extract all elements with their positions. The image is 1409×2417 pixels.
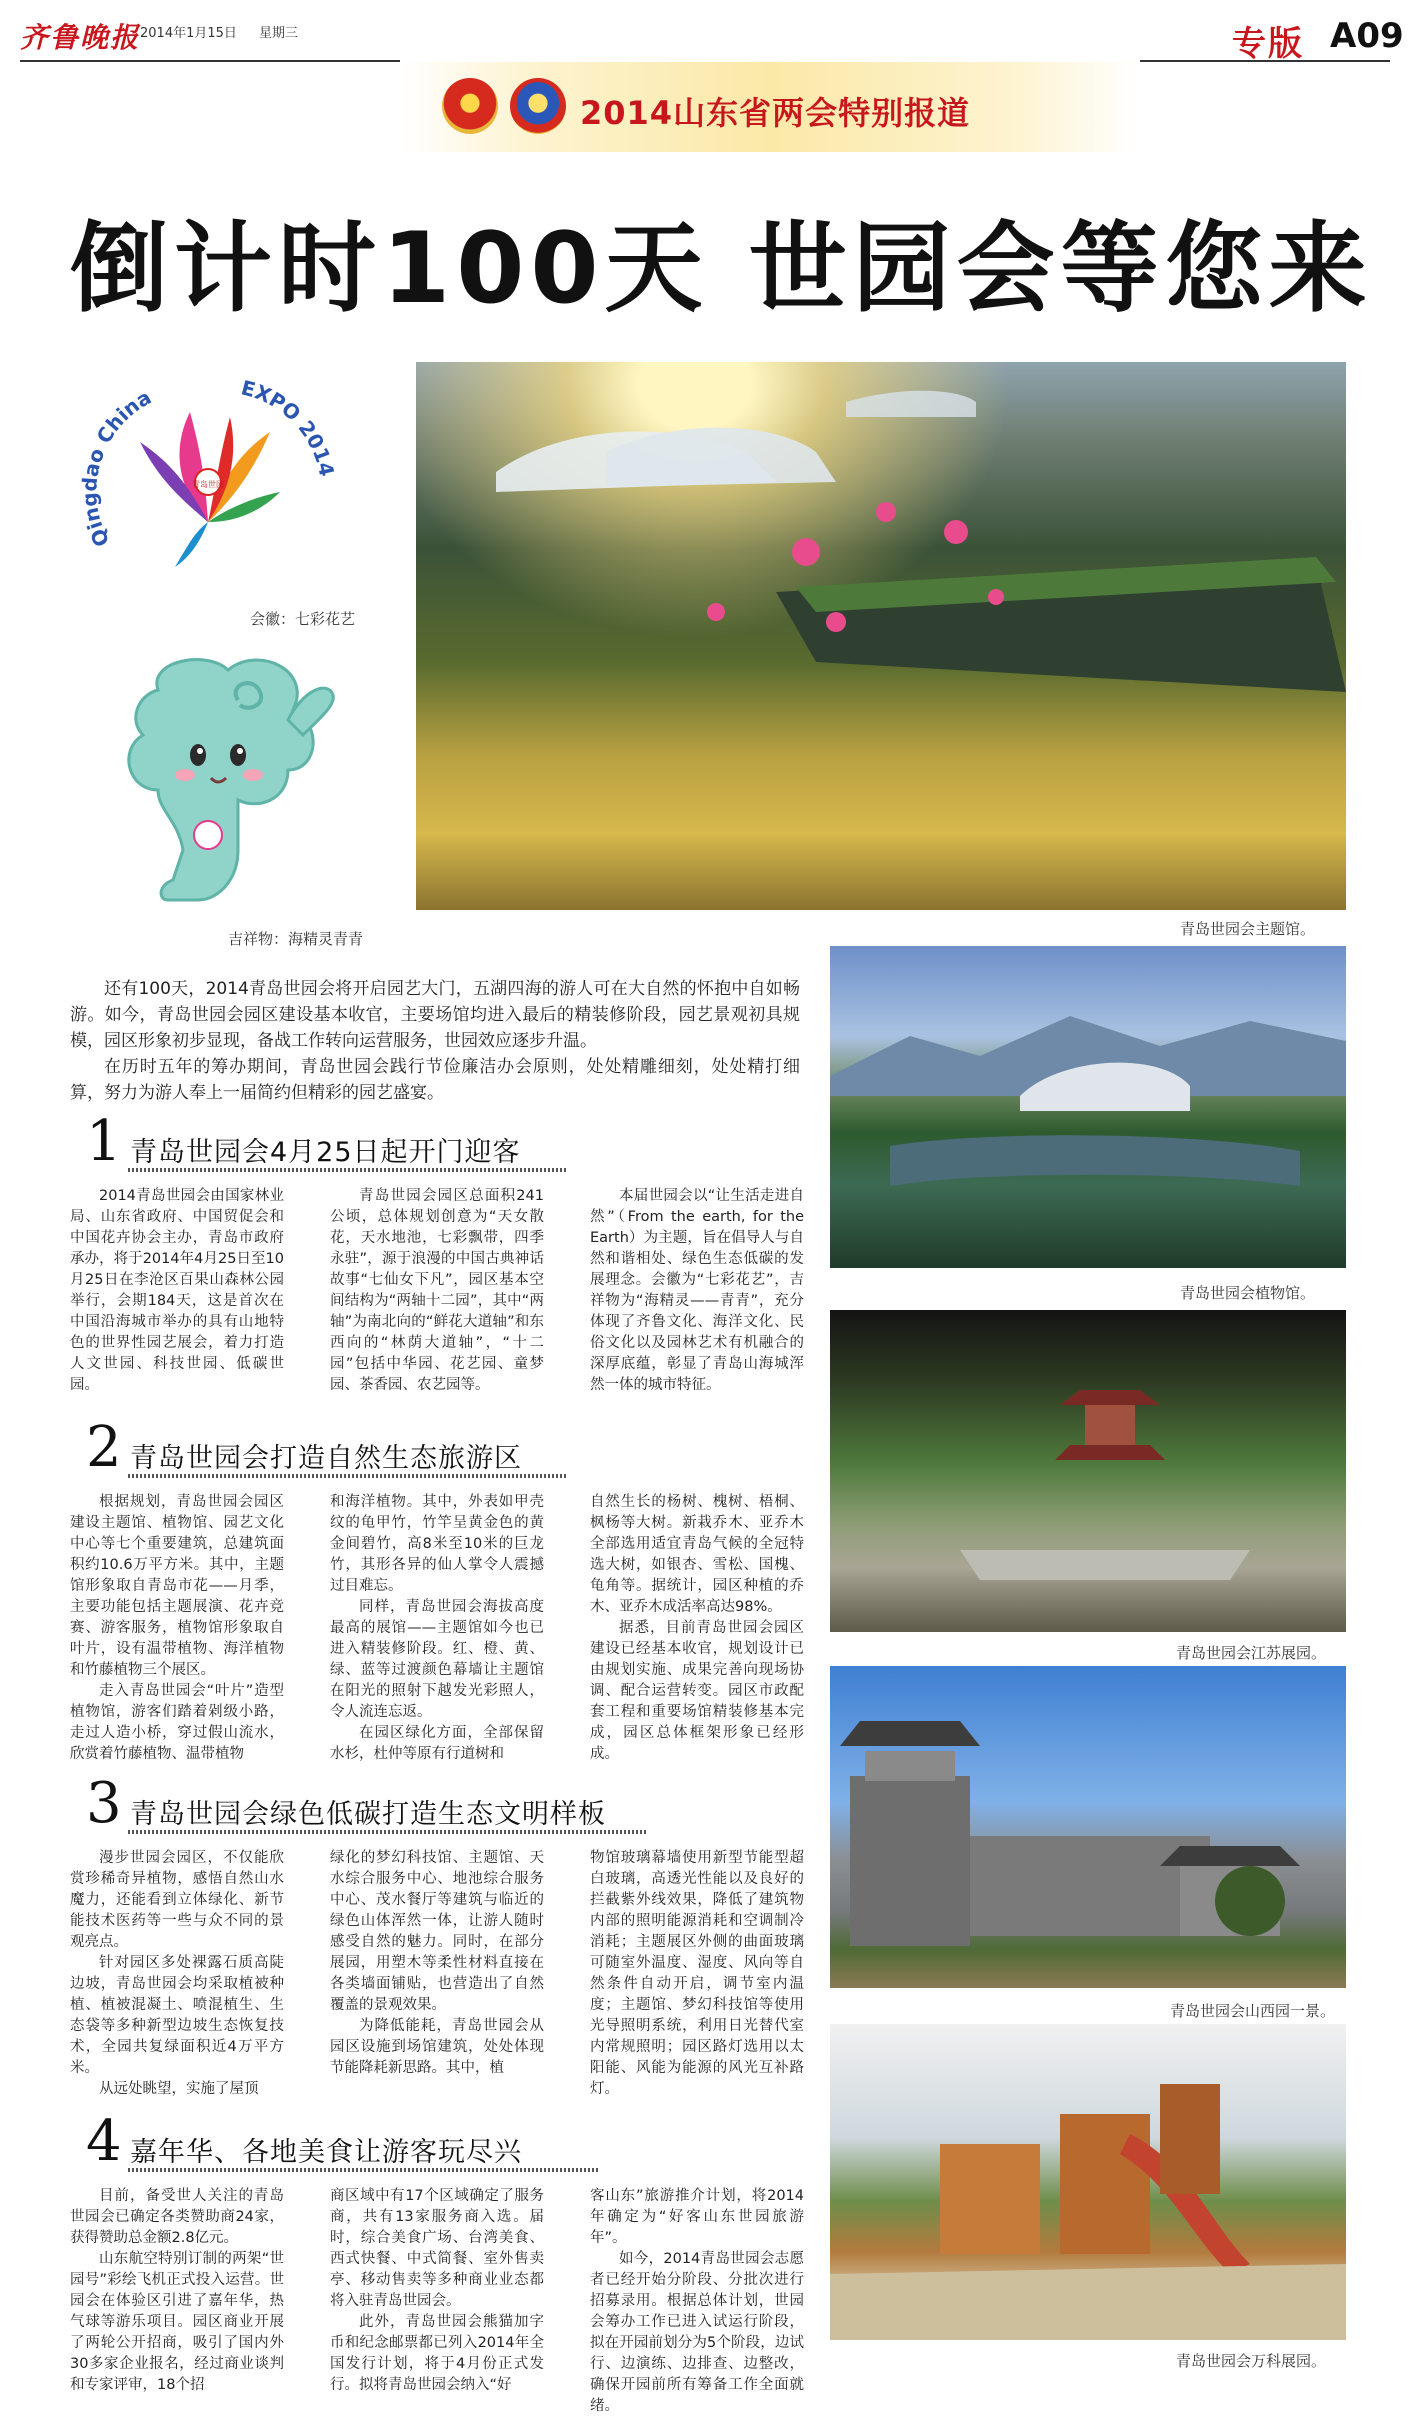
photo-caption-3: 青岛世园会江苏展园。 xyxy=(1176,1644,1327,1662)
masthead xyxy=(20,12,1404,64)
page-number: A09 xyxy=(1330,16,1404,56)
section-1-rule xyxy=(128,1168,568,1172)
section-3-column-2 xyxy=(330,1848,544,2079)
lead-paragraph-2: 在历时五年的筹办期间，青岛世园会践行节俭廉洁办会原则，处处精雕细刻，处处精打细算，努力为游人奉上一届简约但精彩的园艺盛宴。 xyxy=(70,1057,800,1103)
section-3-rule xyxy=(128,1830,648,1834)
section-4-number: 4 xyxy=(86,2109,122,2174)
logo-arc-right: EXPO 2014 xyxy=(238,375,339,479)
mascot-icon xyxy=(88,650,348,910)
paragraph: 2014青岛世园会由国家林业局、山东省政府、中国贸促会和中国花卉协会主办，青岛市政府承办，将于2014年4月25日至10月25日在李沧区百果山森林公园举行，会期184天，这是首次在中国沿海城市举办的具有山地特色的世界性园艺展会，着力打造人文世园、科技世园、低碳世园。 xyxy=(70,1188,284,1393)
paragraph: 自然生长的杨树、槐树、梧桐、枫杨等大树。新栽乔木、亚乔木全部选用适宜青岛气候的全冠特选大树，如银杏、雪松、国槐、龟角等。据统计，园区种植的乔木、亚乔木成活率高达98%。 xyxy=(590,1494,804,1615)
masthead-rule-left xyxy=(20,60,400,62)
section-1-title: 青岛世园会4月25日起开门迎客 xyxy=(130,1137,521,1168)
section-1-column-2 xyxy=(330,1186,544,1396)
section-1-column-3 xyxy=(590,1186,804,1396)
photo-theme-pavilion xyxy=(416,362,1346,910)
photo-caption-5: 青岛世园会万科展园。 xyxy=(1176,2352,1327,2370)
photo-caption-4: 青岛世园会山西园一景。 xyxy=(1170,2002,1336,2020)
banner-title: 2014山东省两会特别报道 xyxy=(580,94,971,132)
section-2-column-2 xyxy=(330,1492,544,1765)
theme-pavilion-scene-icon xyxy=(416,362,1346,910)
section-3-column-1 xyxy=(70,1848,284,2100)
logo-center-text: 青岛世园 xyxy=(192,480,224,489)
section-1-column-1 xyxy=(70,1186,284,1396)
section-2-column-3 xyxy=(590,1492,804,1765)
photo-jiangsu-garden xyxy=(830,1310,1346,1632)
section-3-title: 青岛世园会绿色低碳打造生态文明样板 xyxy=(130,1799,606,1830)
section-2-column-1 xyxy=(70,1492,284,1765)
paragraph: 此外，青岛世园会熊猫加字币和纪念邮票都已列入2014年全国发行计划，将于4月份正式发行。拟将青岛世园会纳入“好 xyxy=(330,2314,544,2393)
paragraph: 从远处眺望，实施了屋顶 xyxy=(99,2081,259,2097)
section-4-column-2 xyxy=(330,2186,544,2396)
paragraph: 根据规划，青岛世园会园区建设主题馆、植物馆、园艺文化中心等七个重要建筑，总建筑面积约10.6万平方米。其中，主题馆形象取自青岛市花——月季，主要功能包括主题展演、花卉竞赛、游客服务，植物馆形象取自叶片，设有温带植物、海洋植物和竹藤植物三个展区。 xyxy=(70,1494,284,1678)
page-headline: 倒计时100天 世园会等您来 xyxy=(70,212,1373,326)
special-report-banner xyxy=(400,62,1140,152)
section-2-rule xyxy=(128,1474,568,1478)
paragraph: 在园区绿化方面，全部保留水杉，杜仲等原有行道树和 xyxy=(330,1725,544,1762)
newspaper-logo: 齐鲁晚报 xyxy=(20,21,141,54)
logo-arc-left: Qin ao China xyxy=(80,384,156,551)
expo-logo-icon xyxy=(80,372,340,572)
mascot-illustration xyxy=(88,650,364,948)
section-4-column-1 xyxy=(70,2186,284,2396)
paragraph: 如今，2014青岛世园会志愿者已经开始分阶段、分批次进行招募录用。根据总体计划，世园会筹办工作已进入试运行阶段，拟在开园前划分为5个阶段，边试行、边演练、边排查、边整改，确保开园前所有筹备工作全面就绪。 xyxy=(590,2251,804,2414)
photo-caption-1: 青岛世园会主题馆。 xyxy=(1180,920,1316,938)
vanke-garden-playground-icon xyxy=(830,2024,1346,2340)
paragraph: 目前，备受世人关注的青岛世园会已确定各类赞助商24家，获得赞助总金额2.8亿元。 xyxy=(70,2188,284,2246)
section-name: 专版 xyxy=(1232,24,1304,64)
photo-plant-pavilion xyxy=(830,946,1346,1268)
paragraph: 和海洋植物。其中，外表如甲壳纹的龟甲竹，竹竿呈黄金色的黄金间碧竹，高8米至10米的巨龙竹，其形各异的仙人掌令人震撼过目难忘。 xyxy=(330,1494,544,1594)
photo-vanke-garden xyxy=(830,2024,1346,2340)
paragraph: 同样，青岛世园会海拔高度最高的展馆——主题馆如今也已进入精装修阶段。红、橙、黄、绿、蓝等过渡颜色幕墙让主题馆在阳光的照射下越发光彩照人，令人流连忘返。 xyxy=(330,1599,544,1720)
paragraph: 客山东”旅游推介计划，将2014年确定为“好客山东世园旅游年”。 xyxy=(590,2188,804,2246)
national-emblem-icon xyxy=(442,78,498,134)
svg-text:Qingdao China xyxy=(80,385,155,551)
logo-caption: 会徽：七彩花艺 xyxy=(250,610,356,628)
paragraph: 漫步世园会园区，不仅能欣赏珍稀奇异植物，感悟自然山水魔力，还能看到立体绿化、新节能技术医药等一些与众不同的景观亮点。 xyxy=(70,1850,284,1950)
expo-logo xyxy=(80,372,356,628)
plant-pavilion-scene-icon xyxy=(830,946,1346,1268)
section-3-column-3 xyxy=(590,1848,804,2100)
photo-caption-2: 青岛世园会植物馆。 xyxy=(1180,1284,1316,1302)
jiangsu-garden-scene-icon xyxy=(830,1310,1346,1632)
cppcc-emblem-icon xyxy=(510,78,566,134)
section-1-number: 1 xyxy=(86,1109,122,1174)
paragraph: 绿化的梦幻科技馆、主题馆、天水综合服务中心、地池综合服务中心、茂水餐厅等建筑与临近的绿色山体浑然一体，让游人随时感受自然的魅力。同时，在部分展园，用塑木等柔性材料直接在各类墙面铺贴，也营造出了自然覆盖的景观效果。 xyxy=(330,1850,544,2013)
paragraph: 青岛世园会园区总面积241公顷，总体规划创意为“天女散花，天水地池，七彩飘带，四季永驻”，源于浪漫的中国古典神话故事“七仙女下凡”，园区基本空间结构为“两轴十二园”，其中“两轴”为南北向的“鲜花大道轴”和东西向的“林荫大道轴”，“十二园”包括中华园、花艺园、童梦园、茶香园、农艺园等。 xyxy=(330,1188,544,1393)
paragraph: 为降低能耗，青岛世园会从园区设施到场馆建筑，处处体现节能降耗新思路。其中，植 xyxy=(330,2018,544,2076)
section-2-number: 2 xyxy=(86,1415,122,1480)
mascot-caption: 吉祥物：海精灵青青 xyxy=(228,930,364,948)
paragraph: 据悉，目前青岛世园会园区建设已经基本收官，规划设计已由规划实施、成果完善向现场协调、配合运营转变。园区市政配套工程和重要场馆精装修基本完成，园区总体框架形象已经形成。 xyxy=(590,1620,804,1762)
lead-paragraphs xyxy=(70,976,800,1106)
date: 2014年1月15日 xyxy=(140,26,237,41)
paragraph: 本届世园会以“让生活走进自然”（From the earth, for the Earth）为主题，旨在倡导人与自然和谐相处、绿色生态低碳的发展理念。会徽为“七彩花艺”，吉祥物为“海精灵——青青”，充分体现了齐鲁文化、海洋文化、民俗文化以及园林艺术有机融合的深厚底蕴，彰显了青岛山海城浑然一体的城市特征。 xyxy=(590,1188,804,1393)
section-4-column-3 xyxy=(590,2186,804,2417)
section-3-number: 3 xyxy=(86,1771,122,1836)
section-4-rule xyxy=(128,2168,598,2172)
section-2-title: 青岛世园会打造自然生态旅游区 xyxy=(130,1443,522,1474)
weekday: 星期三 xyxy=(259,26,299,41)
issue-date xyxy=(140,22,316,41)
paragraph: 商区域中有17个区域确定了服务商，共有13家服务商入选。届时，综合美食广场、台湾美食、西式快餐、中式简餐、室外售卖亭、移动售卖等多种商业业态都将入驻青岛世园会。 xyxy=(330,2188,544,2309)
section-4-title: 嘉年华、各地美食让游客玩尽兴 xyxy=(130,2137,522,2168)
paragraph: 针对园区多处裸露石质高陡边坡，青岛世园会均采取植被种植、植被混凝土、喷混植生、生态袋等多种新型边坡生态恢复技术，全园共复绿面积近4万平方米。 xyxy=(70,1955,284,2076)
photo-shanxi-garden xyxy=(830,1666,1346,1988)
paragraph: 物馆玻璃幕墙使用新型节能型超白玻璃，高透光性能以及良好的拦截紫外线效果，降低了建筑物内部的照明能源消耗和空调制冷消耗；主题展区外侧的曲面玻璃可随室外温度、湿度、风向等自然条件自动开启，调节室内温度；主题馆、梦幻科技馆等使用光导照明系统，利用日光替代室内常规照明；园区路灯选用以太阳能、风能为能源的风光互补路灯。 xyxy=(590,1850,804,2097)
paragraph: 山东航空特别订制的两架“世园号”彩绘飞机正式投入运营。世园会在体验区引进了嘉年华，热气球等游乐项目。园区商业开展了两轮公开招商，吸引了国内外30多家企业报名，经过商业谈判和专家评审，18个招 xyxy=(70,2251,284,2393)
lead-paragraph-1: 还有100天，2014青岛世园会将开启园艺大门，五湖四海的游人可在大自然的怀抱中自如畅游。如今，青岛世园会园区建设基本收官，主要场馆均进入最后的精装修阶段，园艺景观初具规模，园区形象初步显现，备战工作转向运营服务，世园效应逐步升温。 xyxy=(70,979,800,1051)
shanxi-garden-scene-icon xyxy=(830,1666,1346,1988)
paragraph: 走入青岛世园会“叶片”造型植物馆，游客们踏着剁级小路，走过人造小桥，穿过假山流水，欣赏着竹藤植物、温带植物 xyxy=(70,1683,284,1762)
